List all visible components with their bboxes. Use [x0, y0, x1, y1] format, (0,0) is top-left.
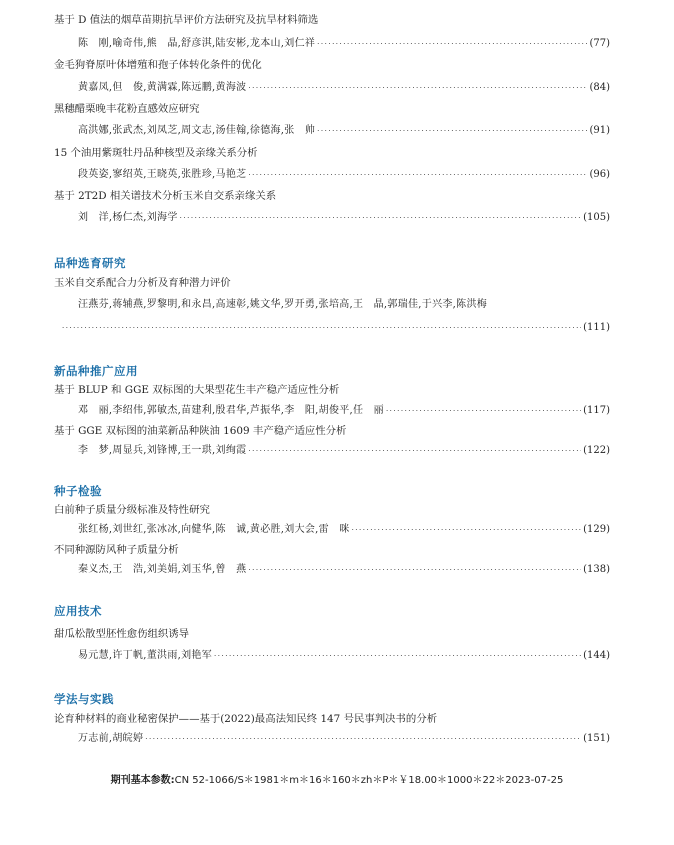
author-line [60, 321, 610, 335]
author-line [78, 523, 610, 537]
dot-leader [248, 444, 581, 458]
section-heading: 品种选育研究 [54, 256, 126, 270]
article-authors: 李 梦,周显兵,刘锋博,王一珙,刘绚霞 [78, 445, 247, 456]
author-line [78, 37, 610, 51]
author-line [78, 444, 610, 458]
page-number: (91) [589, 125, 610, 136]
page-number: (129) [583, 524, 610, 535]
article-authors: 高洪娜,张武杰,刘凤芝,周文志,汤佳翰,徐德海,张 帅 [78, 125, 316, 136]
author-line [78, 81, 610, 95]
article-authors: 张红杨,刘世红,张冰冰,向健华,陈 诚,黄必胜,刘大会,雷 咪 [78, 524, 350, 535]
article-authors: 邓 丽,李绍伟,郭敏杰,苗建利,殷君华,芦振华,李 阳,胡俊平,任 丽 [78, 405, 384, 416]
dot-leader [386, 404, 581, 418]
dot-leader [180, 211, 581, 225]
article-title: 基于 D 值法的烟草苗期抗旱评价方法研究及抗旱材料筛选 [54, 14, 319, 26]
section-heading: 新品种推广应用 [54, 364, 138, 378]
dot-leader [352, 523, 582, 537]
article-authors: 易元慧,许丁帆,董洪雨,刘艳军 [78, 650, 213, 661]
article-title: 金毛狗脊原叶体增殖和孢子体转化条件的优化 [54, 59, 262, 71]
article-title: 基于 BLUP 和 GGE 双标图的大果型花生丰产稳产适应性分析 [54, 384, 340, 396]
article-authors: 陈 刚,喻奇伟,熊 晶,舒彦淇,陆安彬,龙本山,刘仁祥 [78, 38, 316, 49]
article-title: 白前种子质量分级标准及特性研究 [54, 504, 210, 516]
author-line [78, 168, 610, 182]
article-title: 基于 2T2D 相关谱技术分析玉米自交系亲缘关系 [54, 190, 277, 202]
author-line [78, 649, 610, 663]
article-authors: 刘 洋,杨仁杰,刘海学 [78, 212, 178, 223]
article-title: 15 个油用紫斑牡丹品种核型及亲缘关系分析 [54, 147, 258, 159]
article-authors: 秦义杰,王 浩,刘美娟,刘玉华,曾 燕 [78, 564, 247, 575]
dot-leader [248, 168, 587, 182]
page-number: (144) [583, 650, 610, 661]
article-authors: 段英姿,寥绍英,王晓英,张胜珍,马艳芝 [78, 169, 247, 180]
article-title: 不同种源防风种子质量分析 [54, 544, 179, 556]
author-line [78, 404, 610, 418]
article-title: 基于 GGE 双标图的油菜新品种陕油 1609 丰产稳产适应性分析 [54, 425, 347, 437]
dot-leader [317, 124, 587, 138]
dot-leader [145, 732, 581, 746]
journal-parameters [0, 771, 674, 786]
dot-leader [214, 649, 581, 663]
page-number: (84) [589, 82, 610, 93]
article-authors: 汪燕芬,蒋辅燕,罗黎明,和永昌,高速彰,姚文华,罗开勇,张培高,王 晶,郭瑞佳,于兴李,陈洪梅 [78, 299, 488, 310]
page-number: (117) [583, 405, 610, 416]
journal-parameters-label: 期刊基本参数: [110, 775, 175, 786]
page-number: (77) [589, 38, 610, 49]
dot-leader [62, 321, 581, 335]
author-line [78, 211, 610, 225]
article-title: 论育种材料的商业秘密保护——基于(2022)最高法知民终 147 号民事判决书的分析 [54, 713, 438, 725]
page-number: (122) [583, 445, 610, 456]
section-heading: 学法与实践 [54, 692, 114, 706]
page-number: (96) [589, 169, 610, 180]
journal-parameters-value: CN 52-1066/S＊1981＊m＊16＊160＊zh＊P＊￥18.00＊1000＊22＊2023-07-25 [174, 775, 564, 786]
author-line [78, 124, 610, 138]
section-heading: 应用技术 [54, 604, 102, 618]
section-heading: 种子检验 [54, 484, 102, 498]
page-number: (111) [583, 322, 610, 333]
article-title: 玉米自交系配合力分析及育种潜力评价 [54, 277, 231, 289]
page-number: (138) [583, 564, 610, 575]
author-line [78, 563, 610, 577]
page-number: (151) [583, 733, 610, 744]
dot-leader [248, 563, 581, 577]
article-title: 甜瓜松散型胚性愈伤组织诱导 [54, 628, 190, 640]
article-authors: 黄嘉凤,但 俊,黄满霖,陈远鹏,黄海波 [78, 82, 247, 93]
author-line [78, 732, 610, 746]
article-authors: 万志前,胡皖婷 [78, 733, 144, 744]
page-number: (105) [583, 212, 610, 223]
article-title: 黑穗醋栗晚丰花粉直感效应研究 [54, 103, 200, 115]
dot-leader [317, 37, 587, 51]
dot-leader [248, 81, 587, 95]
